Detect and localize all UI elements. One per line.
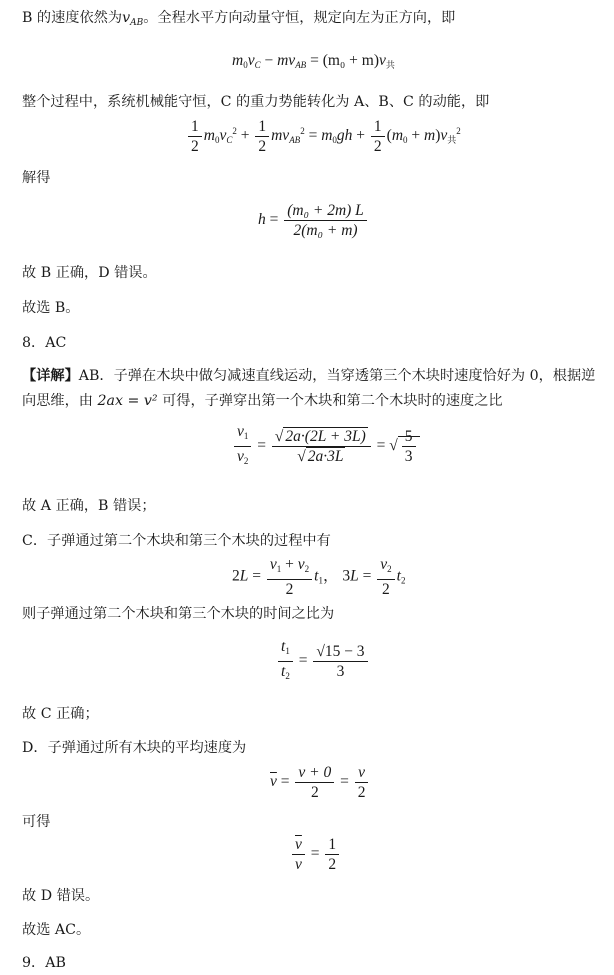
question-number-9: 9．AB bbox=[22, 955, 66, 971]
text-fragment: 可得，子弹穿出第一个木块和第二个木块时的速度之比 bbox=[162, 393, 503, 409]
text-line-conclusion-a: 故 A 正确，B 错误； bbox=[22, 498, 156, 514]
text-fragment: 。全程水平方向动量守恒，规定向左为正方向，即 bbox=[143, 10, 456, 26]
equation-energy: $\frac{1}{2}$ $m_0v_C^2$ + $\frac{1}{2}$ $mv_{AB}^2 = m_0gh$ + $\frac{1}{2}$ $(m_0 + m)v_共^2$ bbox=[186, 118, 461, 155]
subscript: AB bbox=[130, 18, 144, 28]
equation-average-velocity: $\overline{v}$ = $\frac{v + 0}{2}$ = $\frac{v}{2}$ bbox=[270, 764, 370, 801]
text-line-conclusion-b: 故 B 正确，D 错误。 bbox=[22, 265, 157, 281]
text-line-solve: 解得 bbox=[22, 170, 51, 186]
text-line-answer-b: 故选 B。 bbox=[22, 300, 80, 316]
equation-velocity-ratio: $\frac{v_1}{v_2}$ = $\frac{√ 2a\cdot(2L + 3L)}{√ 2a\cdot 3L}$ = √ $\frac{5}{3}$ bbox=[232, 423, 420, 470]
equation-velocity-half: $\frac{\overline{v}}{v}$ = $\frac{1}{2}$ bbox=[290, 836, 341, 873]
math-inline-vab: $v_{AB}$ bbox=[122, 10, 144, 28]
fraction-denominator: 2(m₀ + m) bbox=[293, 222, 358, 239]
text-line-answer-ac: 故选 AC。 bbox=[22, 922, 91, 938]
equation-height: h = $\frac{\text{(m₀ + 2m) L}}{\text{2(m₀ + m)}}$ bbox=[258, 202, 369, 239]
equation-time-ratio: $\frac{t_1}{t_2}$ = $\frac{√15 - 3}{3}$ bbox=[276, 638, 370, 685]
equation-momentum: $m_0v_C - mv_{AB} = (m_0 + m)v_共$ bbox=[232, 52, 395, 70]
question-number-8: 8．AC bbox=[22, 335, 67, 351]
text-line-option-c: C．子弹通过第二个木块和第三个木块的过程中有 bbox=[22, 533, 331, 549]
text-line-momentum-intro bbox=[22, 8, 455, 33]
text-fragment: B 的速度依然为 bbox=[22, 10, 123, 26]
equation-part: (m₀ + m) bbox=[322, 52, 380, 69]
text-line-conclusion-d: 故 D 错误。 bbox=[22, 888, 100, 904]
detail-tag: 【详解】 bbox=[22, 368, 79, 384]
text-line-therefore: 可得 bbox=[22, 814, 51, 830]
math-inline-kinematic: 2ax = v² bbox=[97, 393, 158, 409]
fraction-numerator: (m₀ + 2m) L bbox=[284, 202, 367, 221]
text-line-option-d: D．子弹通过所有木块的平均速度为 bbox=[22, 740, 247, 756]
text-line-conclusion-c: 故 C 正确； bbox=[22, 706, 99, 722]
text-fragment: AB．子弹在木块中做匀减速直线运动，当穿透第三个木块时速度恰好为 0，根据逆向思维，由 bbox=[22, 368, 596, 409]
text-line-time-ratio-intro: 则子弹通过第二个木块和第三个木块的时间之比为 bbox=[22, 606, 335, 622]
subscript: 共 bbox=[385, 60, 395, 70]
text-paragraph-detail bbox=[22, 364, 597, 414]
text-line-energy-intro: 整个过程中，系统机械能守恒，C 的重力势能转化为 A、B、C 的动能，即 bbox=[22, 94, 490, 110]
equation-displacement: 2L = $\frac{v_1 + v_2}{2}$ $t_1$， 3L = $\frac{v_2}{2}$ $t_2$ bbox=[232, 556, 406, 598]
